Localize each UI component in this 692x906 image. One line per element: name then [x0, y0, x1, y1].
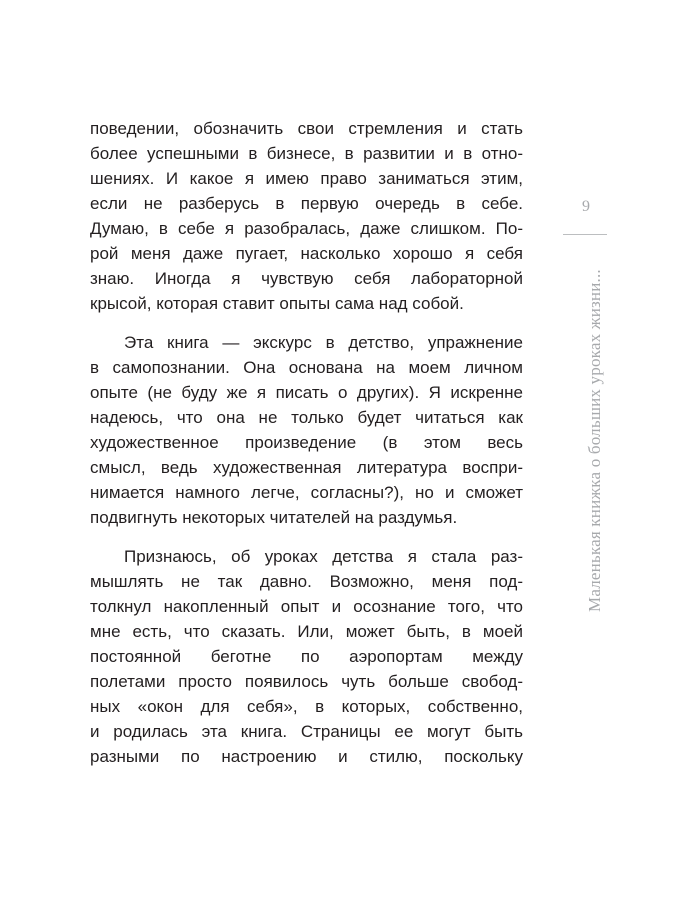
paragraph-3 [90, 544, 523, 769]
text-line: крысой, которая ставит опыты сама над собой. [90, 294, 464, 313]
text-line: поведении, обозначить свои стремления и стать [90, 119, 523, 138]
text-line: мышлять не так давно. Возможно, меня под- [90, 572, 523, 591]
page-number: 9 [582, 198, 590, 215]
text-line: в самопознании. Она основана на моем личном [90, 358, 523, 377]
text-line: опыте (не буду же я писать о других). Я искренне [90, 383, 523, 402]
text-line: Признаюсь, об уроках детства я стала раз- [124, 547, 523, 566]
page-number-divider [563, 234, 607, 235]
text-line: шениях. И какое я имею право заниматься этим, [90, 169, 523, 188]
text-line: полетами просто появилось чуть больше свобод- [90, 672, 523, 691]
paragraph-1 [90, 116, 523, 316]
text-line: художественное произведение (в этом весь [90, 433, 523, 452]
text-line: постоянной беготне по аэропортам между [90, 647, 523, 666]
text-line: Эта книга — экскурс в детство, упражнение [124, 333, 523, 352]
text-line: и родилась эта книга. Страницы ее могут быть [90, 722, 523, 741]
paragraph-2 [90, 330, 523, 530]
text-line: нимается намного легче, согласны?), но и сможет [90, 483, 523, 502]
text-line: ных «окон для себя», в которых, собственно, [90, 697, 523, 716]
text-line: смысл, ведь художественная литература воспри- [90, 458, 523, 477]
text-line: знаю. Иногда я чувствую себя лабораторной [90, 269, 523, 288]
text-line: более успешными в бизнесе, в развитии и в отно- [90, 144, 523, 163]
running-title: Маленькая книжка о больших уроках жизни... [585, 269, 604, 612]
body-text [90, 116, 523, 783]
text-line: Думаю, в себе я разобралась, даже слишком. По- [90, 219, 523, 238]
text-line: рой меня даже пугает, насколько хорошо я себя [90, 244, 523, 263]
text-line: надеюсь, что она не только будет читаться как [90, 408, 523, 427]
text-line: толкнул накопленный опыт и осознание того, что [90, 597, 523, 616]
text-line: мне есть, что сказать. Или, может быть, в моей [90, 622, 523, 641]
text-line: если не разберусь в первую очередь в себе. [90, 194, 523, 213]
text-line: разными по настроению и стилю, поскольку [90, 747, 523, 766]
text-line: подвигнуть некоторых читателей на раздумья. [90, 508, 458, 527]
